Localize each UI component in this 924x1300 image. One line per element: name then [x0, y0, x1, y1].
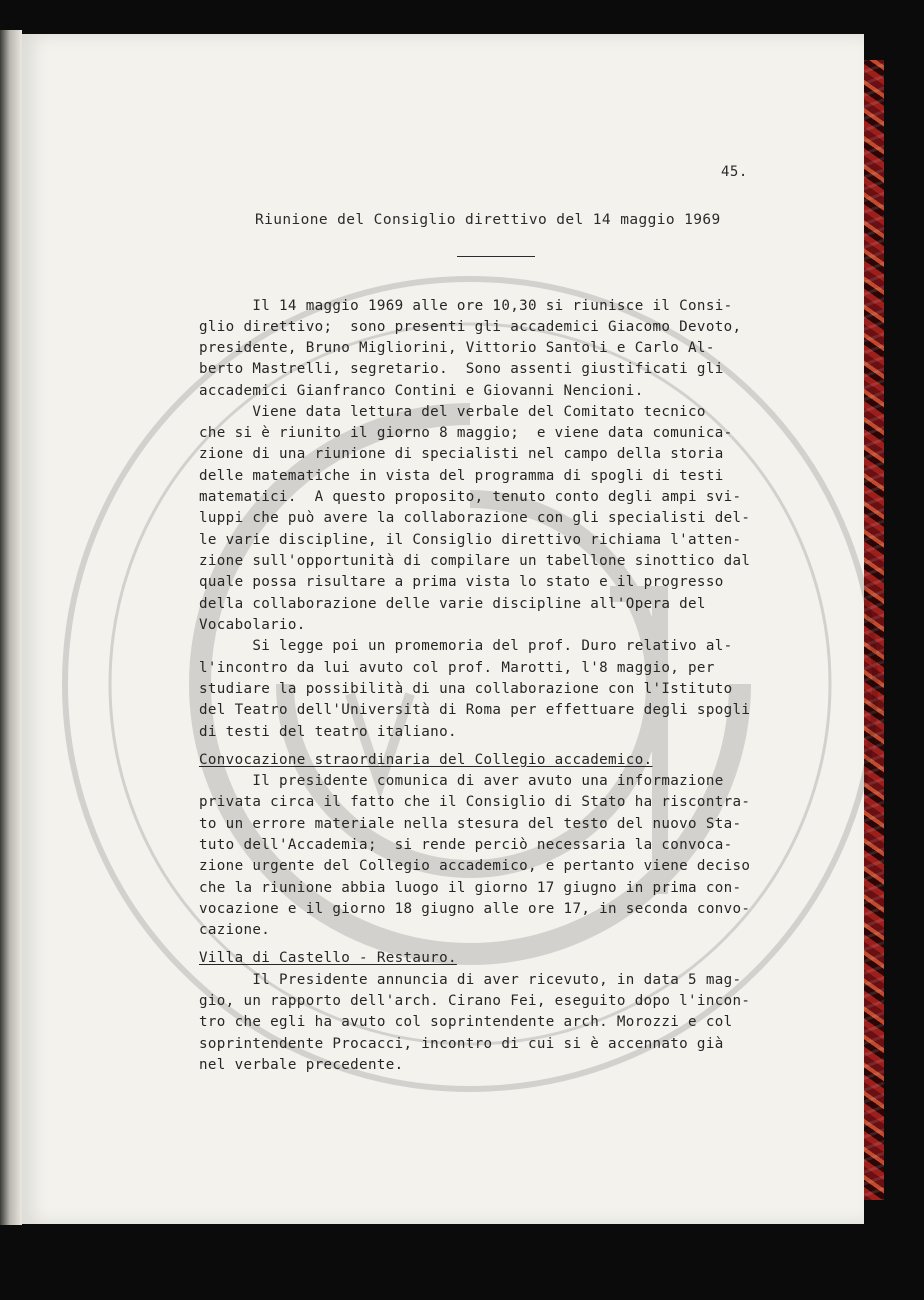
title-divider: [457, 256, 535, 257]
text-line: Viene data lettura del verbale del Comitato tecnico: [199, 404, 706, 420]
text-line: che la riunione abbia luogo il giorno 17 giugno in prima con-: [199, 880, 742, 896]
text-line: Il 14 maggio 1969 alle ore 10,30 si riunisce il Consi-: [199, 298, 733, 314]
text-line: tuto dell'Accademia; si rende perciò necessaria la convoca-: [199, 837, 733, 853]
text-line: matematici. A questo proposito, tenuto conto degli ampi svi-: [199, 489, 742, 505]
text-line: presidente, Bruno Migliorini, Vittorio Santoli e Carlo Al-: [199, 340, 715, 356]
document-title: Riunione del Consiglio direttivo del 14 maggio 1969: [255, 212, 721, 228]
text-line: luppi che può avere la collaborazione con gli specialisti del-: [199, 510, 751, 526]
book-spine: [0, 30, 22, 1225]
text-line: della collaborazione delle varie discipline all'Opera del: [199, 596, 706, 612]
text-line: tro che egli ha avuto col soprintendente arch. Morozzi e col: [199, 1014, 733, 1030]
text-line: nel verbale precedente.: [199, 1057, 404, 1073]
text-line: Vocabolario.: [199, 617, 306, 633]
text-line: to un errore materiale nella stesura del testo del nuovo Sta-: [199, 816, 742, 832]
text-line: Si legge poi un promemoria del prof. Duro relativo al-: [199, 638, 733, 654]
text-line: delle matematiche in vista del programma di spogli di testi: [199, 468, 724, 484]
text-line: Il Presidente annuncia di aver ricevuto, in data 5 mag-: [199, 972, 742, 988]
text-line: cazione.: [199, 922, 271, 938]
text-line: glio direttivo; sono presenti gli accademici Giacomo Devoto,: [199, 319, 742, 335]
text-line: berto Mastrelli, segretario. Sono assenti giustificati gli: [199, 361, 724, 377]
text-line: Il presidente comunica di aver avuto una informazione: [199, 773, 724, 789]
page-number: 45.: [721, 164, 748, 180]
text-line: accademici Gianfranco Contini e Giovanni Nencioni.: [199, 383, 644, 399]
text-line: del Teatro dell'Università di Roma per effettuare degli spogli: [199, 702, 751, 718]
text-line: privata circa il fatto che il Consiglio di Stato ha riscontra-: [199, 794, 751, 810]
text-line: le varie discipline, il Consiglio direttivo richiama l'atten-: [199, 532, 742, 548]
text-line: quale possa risultare a prima vista lo stato e il progresso: [199, 574, 724, 590]
text-line: zione sull'opportunità di compilare un tabellone sinottico dal: [199, 553, 751, 569]
text-line: l'incontro da lui avuto col prof. Marotti, l'8 maggio, per: [199, 660, 715, 676]
text-line: che si è riunito il giorno 8 maggio; e viene data comunica-: [199, 425, 733, 441]
section-heading-convocazione: Convocazione straordinaria del Collegio accademico.: [199, 752, 653, 768]
text-line: zione urgente del Collegio accademico, e pertanto viene deciso: [199, 858, 751, 874]
text-line: zione di una riunione di specialisti nel campo della storia: [199, 446, 724, 462]
text-line: gio, un rapporto dell'arch. Cirano Fei, eseguito dopo l'incon-: [199, 993, 751, 1009]
text-line: studiare la possibilità di una collaborazione con l'Istituto: [199, 681, 733, 697]
text-line: soprintendente Procacci, incontro di cui si è accennato già: [199, 1036, 724, 1052]
section-heading-villa-castello: Villa di Castello - Restauro.: [199, 950, 457, 966]
text-line: vocazione e il giorno 18 giugno alle ore 17, in seconda convo-: [199, 901, 751, 917]
text-line: di testi del teatro italiano.: [199, 724, 457, 740]
